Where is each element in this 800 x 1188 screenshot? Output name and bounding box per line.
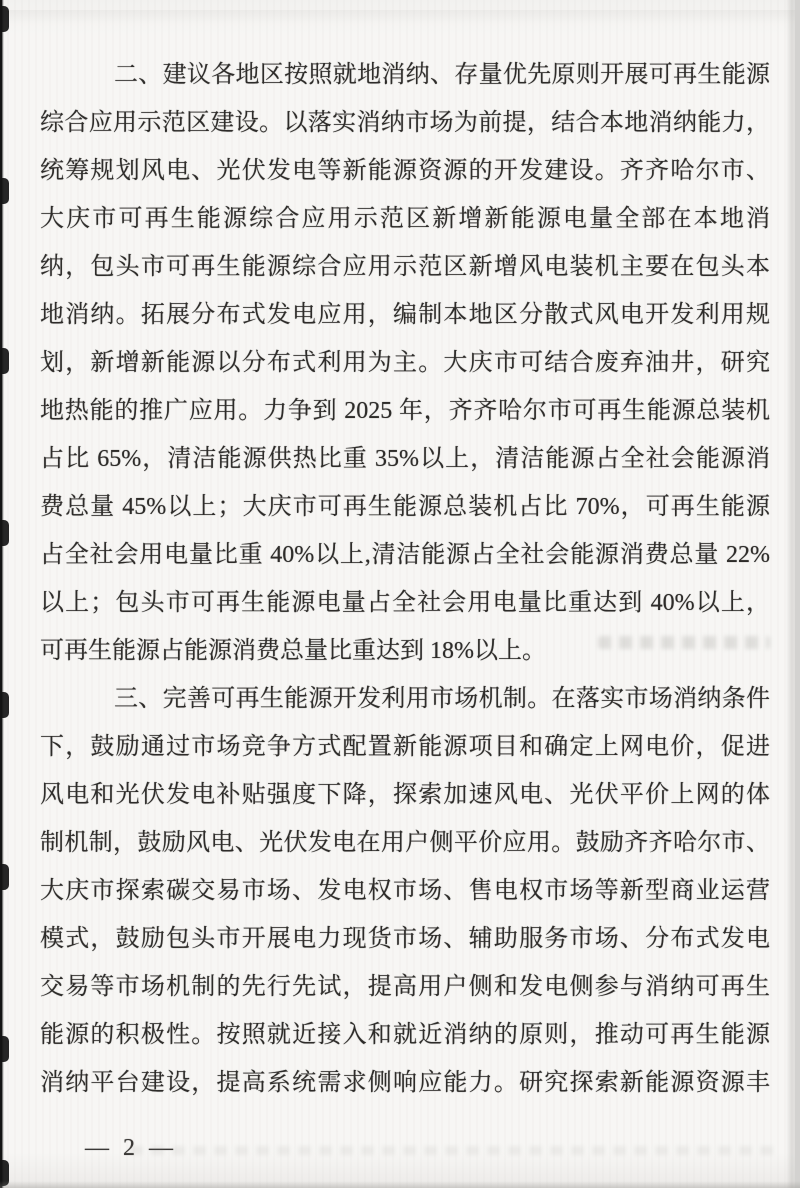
scan-edge-mark [0, 178, 9, 204]
text-line-11: 占全社会用电量比重 40%以上,清洁能源占全社会能源消费总量 22% [40, 542, 770, 568]
scan-edge-mark [0, 864, 9, 890]
text-line-7: 划，新增新能源以分布式利用为主。大庆市可结合废弃油井，研究 [40, 350, 770, 376]
text-line-4: 大庆市可再生能源综合应用示范区新增新能源电量全部在本地消 [40, 206, 770, 232]
bleedthrough-smudge [130, 1146, 780, 1155]
scan-bottom-edge [0, 1181, 800, 1188]
page-number: — 2 — [85, 1135, 177, 1161]
text-line-22: 消纳平台建设，提高系统需求侧响应能力。研究探索新能源资源丰 [40, 1070, 770, 1096]
text-line-2: 综合应用示范区建设。以落实消纳市场为前提，结合本地消纳能力， [40, 110, 770, 136]
text-line-15: 下，鼓励通过市场竞争方式配置新能源项目和确定上网电价，促进 [40, 734, 770, 760]
scan-edge-mark [0, 6, 9, 32]
text-line-10: 费总量 45%以上；大庆市可再生能源总装机占比 70%，可再生能源 [40, 494, 770, 520]
text-line-16: 风电和光伏发电补贴强度下降，探索加速风电、光伏平价上网的体 [40, 782, 770, 808]
text-line-17: 制机制，鼓励风电、光伏发电在用户侧平价应用。鼓励齐齐哈尔市、 [40, 830, 770, 856]
text-line-5: 纳，包头市可再生能源综合应用示范区新增风电装机主要在包头本 [40, 254, 770, 280]
text-line-21: 能源的积极性。按照就近接入和就近消纳的原则，推动可再生能源 [40, 1022, 770, 1048]
text-line-14: 三、完善可再生能源开发利用市场机制。在落实市场消纳条件 [114, 686, 770, 712]
text-line-12: 以上；包头市可再生能源电量占全社会用电量比重达到 40%以上， [40, 590, 770, 616]
bleedthrough-smudge [598, 636, 770, 649]
text-line-8: 地热能的推广应用。力争到 2025 年，齐齐哈尔市可再生能源总装机 [40, 398, 770, 424]
scan-edge-mark [0, 692, 9, 718]
scan-edge-mark [0, 1036, 9, 1062]
text-line-3: 统筹规划风电、光伏发电等新能源资源的开发建设。齐齐哈尔市、 [40, 158, 770, 184]
text-line-9: 占比 65%，清洁能源供热比重 35%以上，清洁能源占全社会能源消 [40, 446, 770, 472]
text-line-13: 可再生能源占能源消费总量比重达到 18%以上。 [40, 638, 546, 664]
text-line-19: 模式，鼓励包头市开展电力现货市场、辅助服务市场、分布式发电 [40, 926, 770, 952]
text-line-1: 二、建议各地区按照就地消纳、存量优先原则开展可再生能源 [114, 62, 770, 88]
scan-edge-mark [0, 348, 9, 374]
scan-right-edge [786, 0, 800, 1188]
scan-top-shade [0, 10, 800, 24]
text-line-6: 地消纳。拓展分布式发电应用，编制本地区分散式风电开发利用规 [40, 302, 770, 328]
document-body [40, 51, 770, 1107]
scan-edge-mark [0, 520, 9, 546]
text-line-20: 交易等市场机制的先行先试，提高用户侧和发电侧参与消纳可再生 [40, 974, 770, 1000]
text-line-18: 大庆市探索碳交易市场、发电权市场、售电权市场等新型商业运营 [40, 878, 770, 904]
